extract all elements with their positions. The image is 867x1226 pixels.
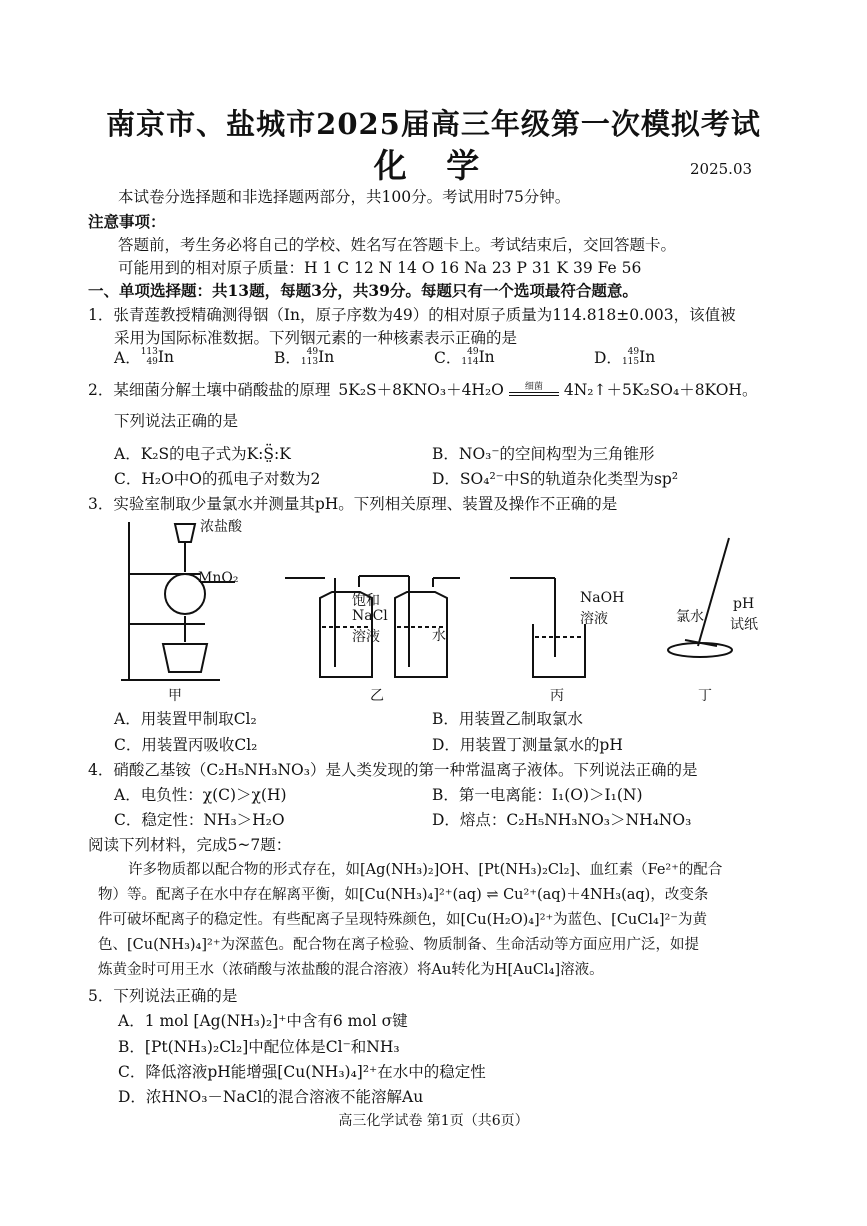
nuclide-script <box>141 347 158 367</box>
label-nacl-3: 溶液 <box>352 629 380 645</box>
label-ph-2: 试纸 <box>730 617 758 633</box>
label-naoh-2: 溶液 <box>580 611 608 627</box>
nuclide-script <box>461 347 478 367</box>
notice-2: 可能用到的相对原子质量：H 1 C 12 N 14 O 16 Na 23 P 31 K 39 Fe 56 <box>118 259 642 277</box>
label-ph-1: pH <box>733 596 755 612</box>
equation-left: 5K₂S＋8KNO₃＋4H₂O <box>338 381 504 399</box>
q1-stem-line1: 1．张青莲教授精确测得铟（In，原子序数为49）的相对原子质量为114.818±0.003，该值被 <box>88 306 736 324</box>
label-ding: 丁 <box>698 688 712 704</box>
q5-option-a[interactable]: A．1 mol [Ag(NH₃)₂]⁺中含有6 mol σ键 <box>118 1012 408 1030</box>
equals-sign <box>509 392 559 396</box>
apparatus-ding <box>668 538 732 657</box>
page-footer: 高三化学试卷 第1页（共6页） <box>338 1113 529 1129</box>
mass-number: 49 <box>627 347 640 357</box>
label-nacl-1: 饱和 <box>352 593 380 609</box>
reaction-condition: 细菌 <box>524 381 543 392</box>
option-label: B． <box>274 349 301 367</box>
element-symbol: In <box>478 348 495 366</box>
q2-stem-line2: 下列说法正确的是 <box>114 412 239 430</box>
q3-option-c[interactable]: C．用装置丙吸收Cl₂ <box>114 736 258 754</box>
q2-option-a[interactable]: A．K₂S的电子式为K:S̤̈:K <box>114 445 291 463</box>
option-label: D． <box>594 349 622 367</box>
q2-stem-text: 2．某细菌分解土壤中硝酸盐的原理 <box>88 381 331 399</box>
q1-stem-line2: 采用为国际标准数据。下列铟元素的一种核素表示正确的是 <box>114 329 518 347</box>
intro-text: 本试卷分选择题和非选择题两部分，共100分。考试用时75分钟。 <box>118 188 571 206</box>
q3-option-b[interactable]: B．用装置乙制取氯水 <box>432 710 583 728</box>
atomic-number: 49 <box>146 357 158 367</box>
label-nacl-2: NaCl <box>352 608 388 624</box>
label-yi: 乙 <box>370 688 384 704</box>
q5-stem: 5．下列说法正确的是 <box>88 987 238 1005</box>
subject-title: 化 学 <box>373 146 494 185</box>
notice-1: 答题前，考生务必将自己的学校、姓名写在答题卡上。考试结束后，交回答题卡。 <box>118 236 677 254</box>
label-bing: 丙 <box>550 688 564 704</box>
nuclide-script <box>622 347 639 367</box>
q3-stem: 3．实验室制取少量氯水并测量其pH。下列相关原理、装置及操作不正确的是 <box>88 495 618 513</box>
option-label: A． <box>114 349 141 367</box>
equation-arrow <box>508 383 560 396</box>
reading-line-1: 许多物质都以配合物的形式存在，如[Ag(NH₃)₂]OH、[Pt(NH₃)₂Cl₂]、血红素（Fe²⁺的配合 <box>128 862 723 878</box>
atomic-number: 115 <box>621 357 640 367</box>
label-conc-hcl: 浓盐酸 <box>200 519 242 535</box>
q1-option-c[interactable] <box>434 346 594 368</box>
section-heading: 一、单项选择题：共13题，每题3分，共39分。每题只有一个选项最符合题意。 <box>88 281 638 300</box>
label-naoh-1: NaOH <box>580 590 625 606</box>
exam-title: 南京市、盐城市2025届高三年级第一次模拟考试 <box>106 107 761 141</box>
q5-option-b[interactable]: B．[Pt(NH₃)₂Cl₂]中配位体是Cl⁻和NH₃ <box>118 1038 400 1056</box>
q1-option-a[interactable] <box>114 346 274 368</box>
option-label: C． <box>434 349 462 367</box>
reading-line-4: 色、[Cu(NH₃)₄]²⁺为深蓝色。配合物在离子检验、物质制备、生命活动等方面应用广泛，如提 <box>98 937 699 953</box>
q5-option-d[interactable]: D．浓HNO₃－NaCl的混合溶液不能溶解Au <box>118 1088 424 1106</box>
q3-option-d[interactable]: D．用装置丁测量氯水的pH <box>432 736 623 754</box>
q2-option-b[interactable]: B．NO₃⁻的空间构型为三角锥形 <box>432 445 655 463</box>
apparatus-bing <box>510 578 585 677</box>
q4-option-a[interactable]: A．电负性：χ(C)＞χ(H) <box>114 786 287 804</box>
q5-option-c[interactable]: C．降低溶液pH能增强[Cu(NH₃)₄]²⁺在水中的稳定性 <box>118 1063 486 1081</box>
nuclide-script <box>301 347 318 367</box>
q2-stem-line1 <box>88 378 757 400</box>
q4-option-b[interactable]: B．第一电离能：I₁(O)＞I₁(N) <box>432 786 643 804</box>
notice-title: 注意事项： <box>88 212 166 231</box>
apparatus-jia <box>121 522 235 680</box>
label-water: 水 <box>432 628 446 644</box>
q1-option-d[interactable] <box>594 346 734 368</box>
exam-date: 2025.03 <box>690 160 753 178</box>
mass-number: 113 <box>140 347 158 357</box>
q1-options <box>114 346 754 368</box>
equation-right: 4N₂↑＋5K₂SO₄＋8KOH。 <box>563 381 758 399</box>
reading-line-5: 炼黄金时可用王水（浓硝酸与浓盐酸的混合溶液）将Au转化为H[AuCl₄]溶液。 <box>98 962 604 978</box>
q4-stem: 4．硝酸乙基铵（C₂H₅NH₃NO₃）是人类发现的第一种常温离子液体。下列说法正确的是 <box>88 761 698 779</box>
reading-line-2: 物）等。配离子在水中存在解离平衡，如[Cu(NH₃)₄]²⁺(aq) ⇌ Cu²⁺(aq)＋4NH₃(aq)，改变条 <box>98 887 709 903</box>
q1-option-b[interactable] <box>274 346 434 368</box>
label-jia: 甲 <box>168 688 182 704</box>
label-mno2: MnO₂ <box>198 570 239 586</box>
q4-option-d[interactable]: D．熔点：C₂H₅NH₃NO₃＞NH₄NO₃ <box>432 811 692 829</box>
element-symbol: In <box>157 348 174 366</box>
label-chlorine-water: 氯水 <box>676 609 704 625</box>
element-symbol: In <box>639 348 656 366</box>
element-symbol: In <box>318 348 335 366</box>
mass-number: 49 <box>467 347 479 357</box>
reading-intro: 阅读下列材料，完成5~7题： <box>88 836 292 854</box>
q2-option-c[interactable]: C．H₂O中O的孤电子对数为2 <box>114 470 321 488</box>
mass-number: 49 <box>306 347 319 357</box>
atomic-number: 113 <box>300 357 319 367</box>
q4-option-c[interactable]: C．稳定性：NH₃＞H₂O <box>114 811 285 829</box>
atomic-number: 114 <box>461 357 479 367</box>
q3-option-a[interactable]: A．用装置甲制取Cl₂ <box>114 710 257 728</box>
reading-line-3: 件可破坏配离子的稳定性。有些配离子呈现特殊颜色，如[Cu(H₂O)₄]²⁺为蓝色、[CuCl₄]²⁻为黄 <box>98 912 707 928</box>
q2-option-d[interactable]: D．SO₄²⁻中S的轨道杂化类型为sp² <box>432 470 679 488</box>
